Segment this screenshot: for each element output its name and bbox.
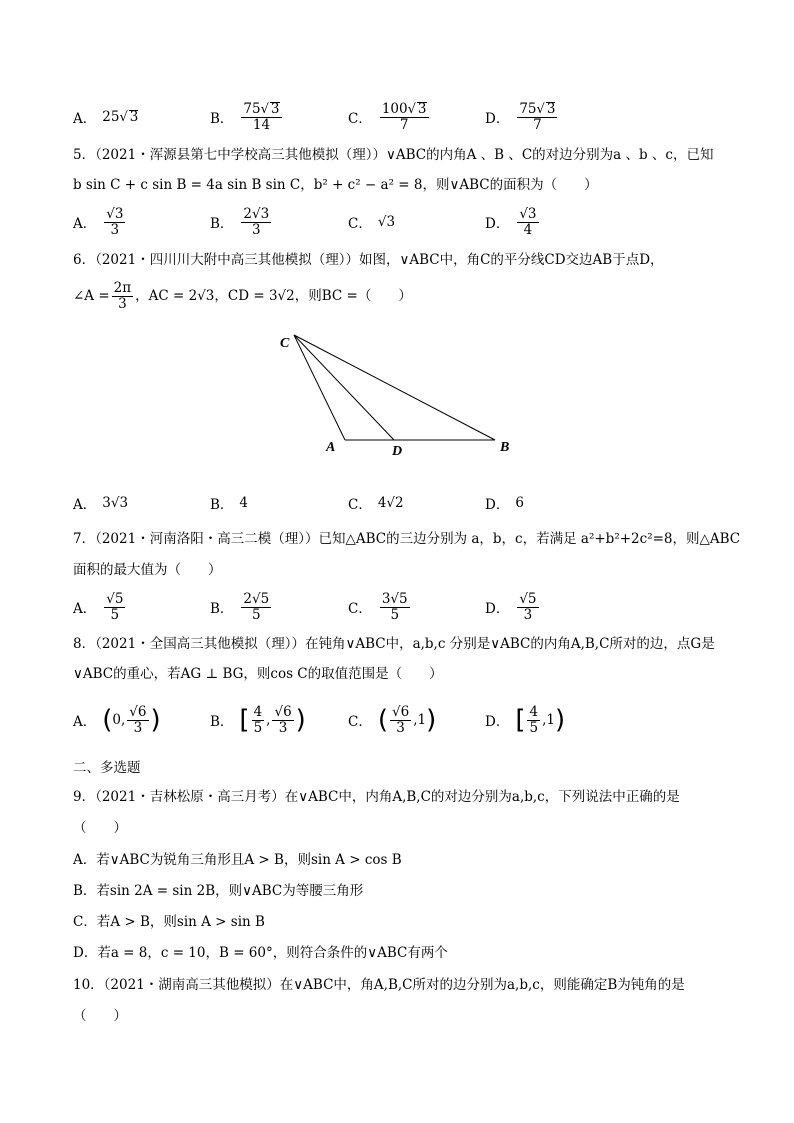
q6-option-c[interactable]: C． 4√2 bbox=[348, 495, 404, 513]
fraction: $\frac{√5}{5}$ bbox=[106, 590, 124, 623]
fraction: $\frac{75√ 3}{14}$ bbox=[243, 100, 280, 133]
q7-option-c[interactable]: C． $\frac{3√5}{5}$ bbox=[348, 590, 408, 623]
q9-stem-line1: 9．（2021・吉林松原・高三月考）在∨ABC中，内角A,B,C的对边分别为a,b,c，下列说法中正确的是 bbox=[73, 789, 680, 805]
q7-option-a[interactable]: A． $\frac{√5}{5}$ bbox=[73, 590, 124, 623]
q6-option-b[interactable]: B． 4 bbox=[210, 495, 249, 513]
q7-stem-line1: 7．（2021・河南洛阳・高三二模（理））已知△ABC的三边分别为 a，b，c，若满足 a²+b²+2c²=8，则△ABC bbox=[73, 531, 741, 547]
fraction: $\frac{2√3}{3}$ bbox=[243, 205, 270, 238]
q9-stem-line2: （ ） bbox=[73, 820, 127, 836]
q9-option-d[interactable]: D．若a = 8，c = 10，B = 60°，则符合条件的∨ABC有两个 bbox=[73, 945, 448, 961]
q8-stem-line1: 8．（2021・全国高三其他模拟（理））在钝角∨ABC中，a,b,c 分别是∨ABC的内角A,B,C所对的边，点G是 bbox=[73, 636, 715, 652]
q5-option-a[interactable]: A． $\frac{√3}{3}$ bbox=[73, 205, 124, 238]
q6-stem-line2: ∠A = $\frac{2\pi}{3}$ ，AC = 2√3，CD = 3√2，则BC =（ ） bbox=[73, 279, 412, 312]
fraction: $\frac{√6}{3}$ bbox=[274, 703, 292, 736]
q7-option-b[interactable]: B． $\frac{2√5}{5}$ bbox=[210, 590, 270, 623]
q4-option-a[interactable]: A． 25 √ 3 bbox=[73, 109, 139, 127]
q4-option-c[interactable]: C． $\frac{100√ 3}{7}$ bbox=[348, 100, 427, 133]
q8-option-b[interactable]: B． [ $\frac{4}{5}$ , $\frac{√6}{3}$ ) bbox=[210, 703, 306, 736]
fraction: $\frac{100√ 3}{7}$ bbox=[381, 100, 427, 133]
fraction: $\frac{3√5}{5}$ bbox=[381, 590, 408, 623]
q6-option-d[interactable]: D． 6 bbox=[485, 495, 524, 513]
fraction: $\frac{√5}{3}$ bbox=[519, 590, 537, 623]
fraction: $\frac{2√5}{5}$ bbox=[243, 590, 270, 623]
label-d: D bbox=[392, 444, 403, 459]
fraction: $\frac{4}{5}$ bbox=[529, 703, 539, 736]
q5-option-c[interactable]: C． √3 bbox=[348, 214, 396, 232]
q6-options bbox=[73, 483, 733, 523]
q6-stem-line1: 6．（2021・四川川大附中高三其他模拟（理））如图，∨ABC中，角C的平分线CD交边AB于点D， bbox=[73, 252, 664, 268]
q5-option-b[interactable]: B． $\frac{2√3}{3}$ bbox=[210, 205, 270, 238]
q7-stem-line2: 面积的最大值为（ ） bbox=[73, 562, 222, 578]
q10-stem-line2: （ ） bbox=[73, 1008, 127, 1024]
q4-options bbox=[73, 97, 733, 137]
fraction: $\frac{√6}{3}$ bbox=[392, 703, 410, 736]
section-heading: 二、多选题 bbox=[73, 760, 141, 776]
side-cb bbox=[294, 335, 495, 440]
q10-stem-line1: 10．（2021・湖南高三其他模拟）在∨ABC中，角A,B,C所对的边分别为a,b,c，则能确定B为钝角的是 bbox=[73, 977, 685, 993]
triangle-figure bbox=[270, 325, 530, 460]
q5-options bbox=[73, 202, 733, 242]
q6-option-a[interactable]: A． 3√3 bbox=[73, 495, 129, 513]
label-a: A bbox=[326, 440, 336, 455]
fraction: $\frac{√3}{4}$ bbox=[519, 205, 537, 238]
fraction: $\frac{√3}{3}$ bbox=[106, 205, 124, 238]
label-c: C bbox=[280, 336, 290, 351]
bisector-cd bbox=[294, 335, 394, 440]
q5-option-d[interactable]: D． $\frac{√3}{4}$ bbox=[485, 205, 537, 238]
q5-stem-line2: b sin C + c sin B = 4a sin B sin C，b² + c² − a² = 8，则∨ABC的面积为（ ） bbox=[73, 177, 598, 193]
label-b: B bbox=[500, 440, 510, 455]
q8-option-a[interactable]: A． ( 0, $\frac{√6}{3}$ ) bbox=[73, 703, 161, 736]
q4-option-d[interactable]: D． $\frac{75√ 3}{7}$ bbox=[485, 100, 556, 133]
q8-option-c[interactable]: C． ( $\frac{√6}{3}$ ,1 ) bbox=[348, 703, 437, 736]
q9-option-c[interactable]: C．若A > B，则sin A > sin B bbox=[73, 914, 265, 930]
fraction: $\frac{75√ 3}{7}$ bbox=[519, 100, 556, 133]
fraction: $\frac{√6}{3}$ bbox=[129, 703, 147, 736]
q9-option-a[interactable]: A．若∨ABC为锐角三角形且A > B，则sin A > cos B bbox=[73, 852, 402, 868]
q8-options bbox=[73, 700, 733, 740]
q8-option-d[interactable]: D． [ $\frac{4}{5}$ ,1 ) bbox=[485, 703, 566, 736]
fraction: $\frac{2\pi}{3}$ bbox=[113, 279, 132, 312]
q4-option-b[interactable]: B． $\frac{75√ 3}{14}$ bbox=[210, 100, 280, 133]
q5-stem-line1: 5．（2021・浑源县第七中学校高三其他模拟（理））∨ABC的内角A 、B 、C的对边分别为a 、b 、c，已知 bbox=[73, 147, 714, 163]
q8-stem-line2: ∨ABC的重心，若AG ⊥ BG，则cos C的取值范围是（ ） bbox=[73, 666, 443, 682]
side-ca bbox=[294, 335, 345, 440]
q9-option-b[interactable]: B．若sin 2A = sin 2B，则∨ABC为等腰三角形 bbox=[73, 883, 364, 899]
fraction: $\frac{4}{5}$ bbox=[253, 703, 263, 736]
q7-options bbox=[73, 587, 733, 627]
q7-option-d[interactable]: D． $\frac{√5}{3}$ bbox=[485, 590, 537, 623]
